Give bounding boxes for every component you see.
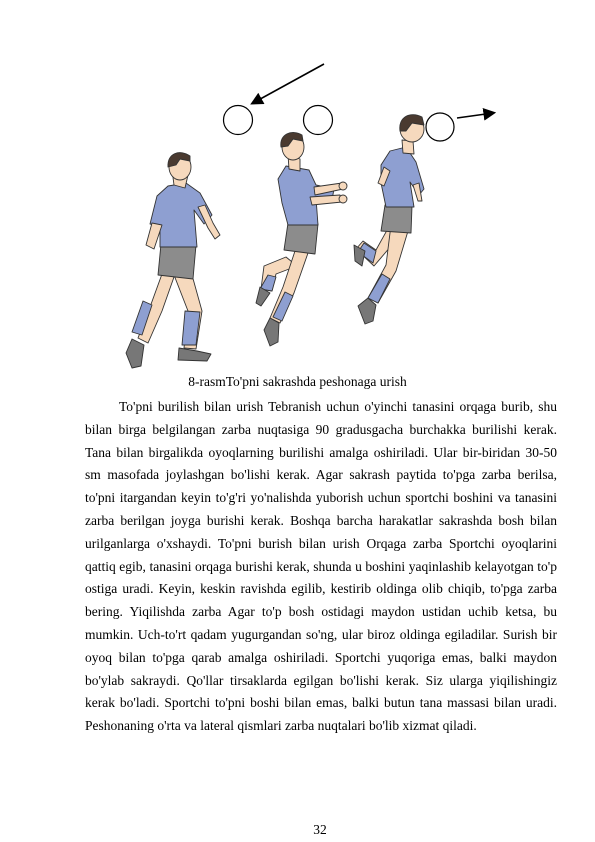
ball-2 bbox=[304, 106, 333, 135]
football-header-sequence-drawing bbox=[110, 55, 510, 370]
outgoing-ball-arrow bbox=[457, 113, 493, 118]
page-number: 32 bbox=[313, 822, 327, 837]
main-paragraph: To'pni burilish bilan urish Tebranish uchun o'yinchi tanasini orqaga burib, shu bilan birga belgilangan zarba nuqtasiga 90 gradusgacha burchakka burilishi kerak. Tana bilan birgalikda oyoqlarning burilishi amalga oshiriladi. Ular bir-biridan 30-50 sm masofada joylashgan bo'lishi kerak. Agar sakrash paytida to'pga zarba berilsa, to'pni itargandan keyin to'g'ri yo'nalishda yuborish uchun sportchi boshini va tanasini zarba berilgan joyga burishi kerak. Boshqa barcha harakatlar sakrashda bosh bilan urilganlarga o'xshaydi. To'pni burish bilan urish Orqaga zarba Sportchi oyoqlarini qattiq egib, tanasini orqaga burishi kerak, shunda u boshini yaqinlashib kelayotgan to'p ostiga uradi. Keyin, keskin ravishda egilib, kestirib oldinga olib chiqib, to'pga zarba bering. Yiqilishda zarba Agar to'p bosh ostidagi maydon ustidan uchib ketsa, bu mumkin. Uch-to'rt qadam yugurgandan so'ng, ular biroz oldinga egiladilar. Surish bir oyoq bilan to'pga qarab amalga oshiriladi. Sportchi yuqoriga emas, balki maydon bo'ylab sakraydi. Qo'llar tirsaklarda egilgan bo'lishi kerak. Siz ularga yiqilishingiz kerak bo'ladi. Sportchi to'pni boshi bilan emas, balki butun tana massasi bilan uradi. Peshonaning o'rta va lateral qismlari zarba nuqtalari bo'lib xizmat qiladi. bbox=[85, 399, 557, 734]
incoming-ball-arrow bbox=[253, 64, 324, 103]
heading-illustration bbox=[110, 55, 510, 370]
player-heading bbox=[354, 115, 424, 324]
player-running bbox=[126, 153, 220, 368]
ball-1 bbox=[224, 106, 253, 135]
body-text bbox=[85, 396, 557, 738]
figure-caption: 8-rasmTo'pni sakrashda peshonaga urish bbox=[188, 374, 407, 389]
player-jumping-preparation bbox=[256, 132, 347, 346]
ball-3 bbox=[426, 113, 454, 141]
